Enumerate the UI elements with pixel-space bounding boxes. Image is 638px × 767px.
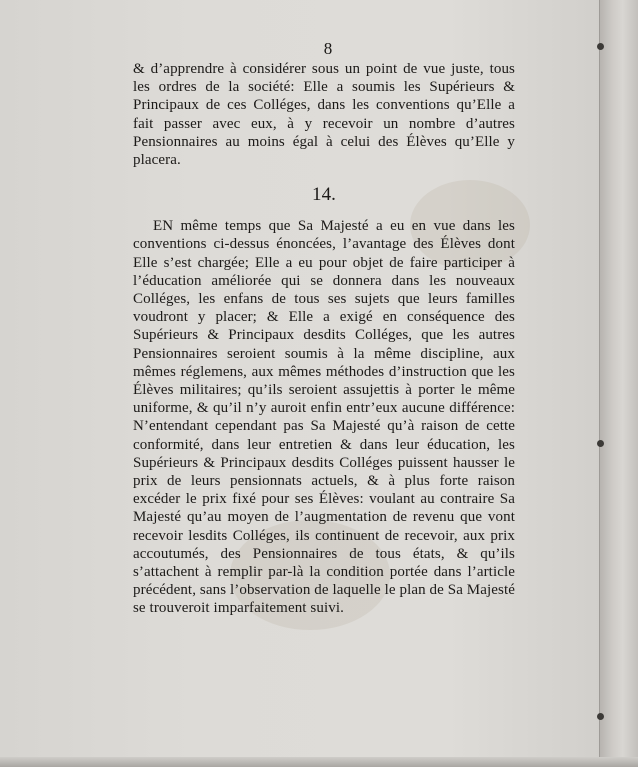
page-text <box>133 38 515 618</box>
next-page-edge <box>599 0 638 767</box>
binding-stitch <box>597 43 604 50</box>
binding-stitch <box>597 440 604 447</box>
article-number: 14. <box>311 184 337 206</box>
continuation-paragraph: & d’apprendre à considérer sous un point de vue juste, tous les ordres de la société: Elle a soumis les Supérieurs & Principaux de ces Colléges, dans les conventions qu’Elle a fait passer avec eux, à y recevoir un nombre d’autres Pensionnaires au moins égal à celui des Élèves qu’Elle y placera. <box>133 61 515 169</box>
article-paragraph: EN même temps que Sa Majesté a eu en vue dans les conventions ci-dessus énoncées, l’avantage des Élèves dont Elle s’est chargée; Elle a eu pour objet de faire participer à l’éducation améliorée qui se donnera dans les nouveaux Colléges, les enfans de tous ses sujets que leurs familles voudront y placer; & Elle a exigé en conséquence des Supérieurs & Principaux desdits Colléges, que les autres Pensionnaires seroient soumis à la même discipline, aux mêmes réglemens, aux mêmes méthodes d’instruction que les Élèves militaires; qu’ils seroient assujettis à porter le même uniforme, & qu’il n’y auroit enfin entr’eux aucune différence: N’entendant cependant pas Sa Majesté qu’à raison de cette conformité, dans leur entretien & dans leur éducation, les Supérieurs & Principaux desdits Colléges puissent hausser le prix de leurs pensionnats actuels, & à plus forte raison excéder le prix fixé pour ses Élèves: voulant au contraire Sa Majesté qu’au moyen de l’augmentation de revenu que vont recevoir lesdits Colléges, ils continuent de recevoir, aux prix accoutumés, des Pensionnaires de tous états, & qu’ils s’attachent à remplir par-là la condition portée dans l’article précédent, sans l’observation de laquelle le plan de Sa Majesté se trouveroit imparfaitement suivi. <box>133 218 515 617</box>
page-number: 8 <box>323 39 333 58</box>
page-bottom-edge <box>0 757 638 767</box>
binding-stitch <box>597 713 604 720</box>
